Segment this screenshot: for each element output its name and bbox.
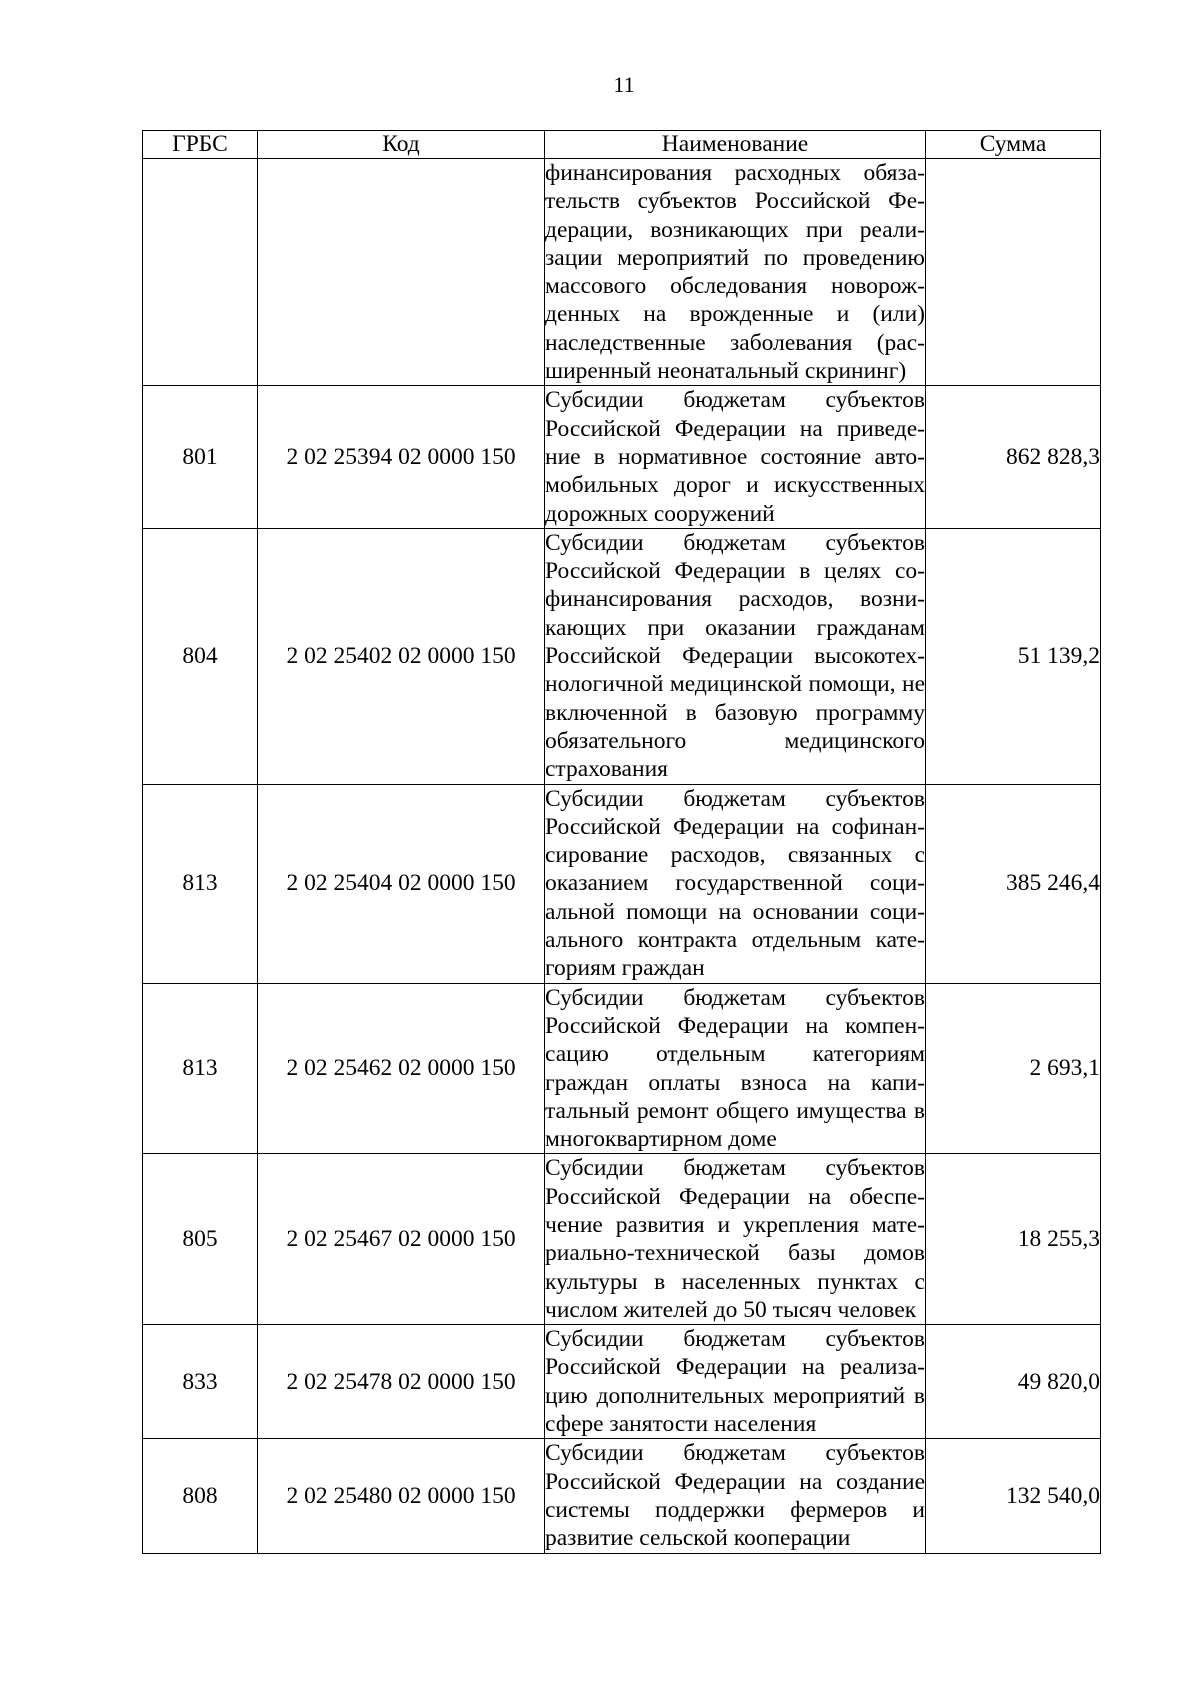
- cell-grbs: 801: [143, 386, 258, 528]
- cell-sum: 51 139,2: [926, 528, 1101, 784]
- table-row: [143, 1439, 1101, 1553]
- cell-sum: 2 693,1: [926, 983, 1101, 1154]
- cell-name: Субсидии бюджетам субъектов Российской Федерации в целях софинансирования расходов, возникающих при оказании гражданам Российской Федерации высокотехнологичной медицинской помощи, не включенной в базовую программу обязательного медицинского страхования: [545, 529, 925, 783]
- cell-code: 2 02 25402 02 0000 150: [258, 528, 545, 784]
- cell-code: 2 02 25404 02 0000 150: [258, 784, 545, 983]
- table-row: [143, 983, 1101, 1154]
- cell-code: 2 02 25462 02 0000 150: [258, 983, 545, 1154]
- cell-name: Субсидии бюджетам субъектов Российской Федерации на приведение в нормативное состояние автомобильных дорог и искусственных дорожных сооружений: [545, 387, 925, 527]
- cell-sum: 385 246,4: [926, 784, 1101, 983]
- table-row: [143, 1154, 1101, 1325]
- table-row: [143, 386, 1101, 528]
- cell-name: Субсидии бюджетам субъектов Российской Федерации на софинансирование расходов, связанных с оказанием государственной социальной помощи на основании социального контракта отдельным категориям граждан: [545, 785, 925, 982]
- table-row: [143, 528, 1101, 784]
- cell-grbs: 804: [143, 528, 258, 784]
- cell-grbs: 808: [143, 1439, 258, 1553]
- cell-name: Субсидии бюджетам субъектов Российской Федерации на создание системы поддержки фермеров и развитие сельской кооперации: [545, 1440, 925, 1552]
- table-row: [143, 159, 1101, 386]
- cell-name: Субсидии бюджетам субъектов Российской Федерации на компенсацию отдельным категориям граждан оплаты взноса на капитальный ремонт общего имущества в многоквартирном доме: [545, 984, 925, 1153]
- table-header-row: [143, 131, 1101, 159]
- header-code: Код: [258, 131, 545, 159]
- cell-code: 2 02 25478 02 0000 150: [258, 1325, 545, 1439]
- table-row: [143, 1325, 1101, 1439]
- cell-grbs: 813: [143, 784, 258, 983]
- cell-name: Субсидии бюджетам субъектов Российской Федерации на обеспечение развития и укрепления материально-технической базы домов культуры в населенных пунктах с числом жителей до 50 тысяч человек: [545, 1155, 925, 1323]
- cell-code: [258, 159, 545, 386]
- budget-table: [142, 130, 1101, 1554]
- cell-sum: 132 540,0: [926, 1439, 1101, 1553]
- cell-grbs: 805: [143, 1154, 258, 1325]
- cell-name: Субсидии бюджетам субъектов Российской Федерации на реализацию дополнительных мероприятий в сфере занятости населения: [545, 1326, 925, 1438]
- cell-code: 2 02 25394 02 0000 150: [258, 386, 545, 528]
- header-sum: Сумма: [926, 131, 1101, 159]
- cell-sum: [926, 159, 1101, 386]
- cell-sum: 49 820,0: [926, 1325, 1101, 1439]
- cell-grbs: 813: [143, 983, 258, 1154]
- cell-code: 2 02 25467 02 0000 150: [258, 1154, 545, 1325]
- cell-sum: 862 828,3: [926, 386, 1101, 528]
- page-number: 11: [613, 72, 635, 97]
- header-name: Наименование: [545, 131, 926, 159]
- cell-code: 2 02 25480 02 0000 150: [258, 1439, 545, 1553]
- cell-sum: 18 255,3: [926, 1154, 1101, 1325]
- cell-grbs: [143, 159, 258, 386]
- table-row: [143, 784, 1101, 983]
- cell-grbs: 833: [143, 1325, 258, 1439]
- cell-name: финансирования расходных обязательств субъектов Российской Федерации, возникающих при реализации мероприятий по проведению массового обследования новорожденных на врожденные и (или) наследственные заболевания (расширенный неонатальный скрининг): [545, 160, 925, 385]
- header-grbs: ГРБС: [143, 131, 258, 159]
